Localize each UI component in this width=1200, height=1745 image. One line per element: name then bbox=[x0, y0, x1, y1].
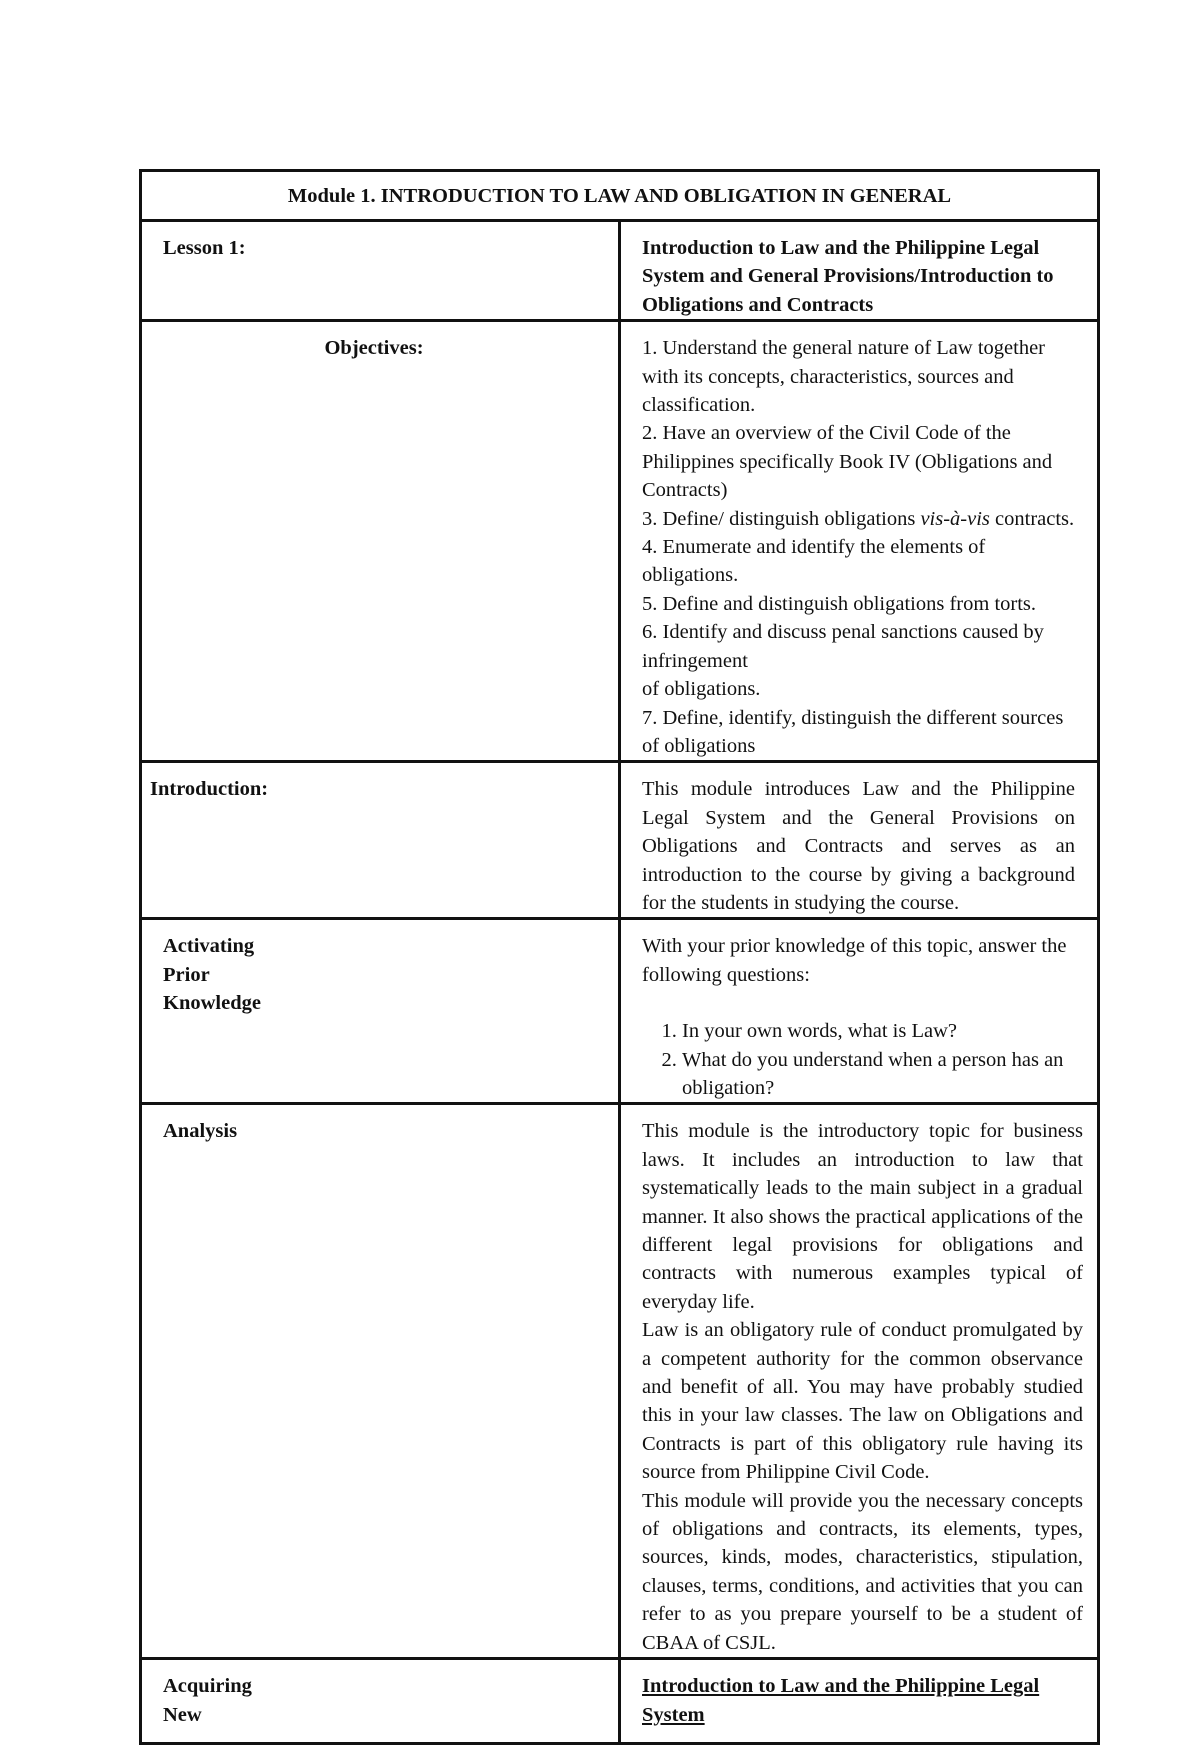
objectives-row bbox=[141, 321, 1099, 762]
lesson-title: Introduction to Law and the Philippine Legal System and General Provisions/Introduction to Obligations and Contracts bbox=[620, 221, 1099, 321]
acquiring-heading: Introduction to Law and the Philippine Legal System bbox=[642, 1675, 1040, 1726]
objective-item: 1. Understand the general nature of Law together with its concepts, characteristics, sources and classification. bbox=[642, 337, 1046, 417]
objective-item: of obligations. bbox=[642, 678, 761, 701]
objective-item: 2. Have an overview of the Civil Code of the Philippines specifically Book IV (Obligations and Contracts) bbox=[642, 422, 1053, 502]
lesson-label: Lesson 1: bbox=[141, 221, 620, 321]
introduction-label: Introduction: bbox=[141, 762, 620, 919]
objective-item: 5. Define and distinguish obligations from torts. bbox=[642, 592, 1037, 615]
analysis-paragraph: This module will provide you the necessary concepts of obligations and contracts, its elements, types, sources, kinds, modes, characteristics, stipulation, clauses, terms, conditions, and activities that you can refer to as you prepare yourself to be a student of CBAA of CSJL. bbox=[642, 1489, 1083, 1654]
introduction-text: This module introduces Law and the Philippine Legal System and the General Provisions on Obligations and Contracts and serves as an introduction to the course by giving a background for the students in studying the course. bbox=[642, 778, 1075, 914]
objective-text: contracts. bbox=[989, 507, 1075, 530]
module-header-row bbox=[141, 171, 1099, 221]
analysis-paragraph: Law is an obligatory rule of conduct promulgated by a competent authority for the common observance and benefit of all. You may have probably studied this in your law classes. The law on Obligations and Contracts is part of this obligatory rule having its source from Philippine Civil Code. bbox=[642, 1319, 1083, 1484]
objective-item: 7. Define, identify, distinguish the different sources of obligations bbox=[642, 706, 1064, 757]
activating-prompt: With your prior knowledge of this topic, answer the following questions: bbox=[642, 935, 1067, 986]
objective-item: 6. Identify and discuss penal sanctions caused by infringement bbox=[642, 621, 1044, 672]
activating-label bbox=[141, 919, 620, 1104]
lesson-row bbox=[141, 221, 1099, 321]
module-title: Module 1. INTRODUCTION TO LAW AND OBLIGATION IN GENERAL bbox=[141, 171, 1099, 221]
acquiring-row bbox=[141, 1659, 1099, 1744]
label-line: Knowledge bbox=[163, 992, 261, 1015]
objective-italic: vis-à-vis bbox=[920, 507, 990, 530]
introduction-row bbox=[141, 762, 1099, 919]
label-line: Activating bbox=[163, 935, 255, 958]
objective-text: 3. Define/ distinguish obligations bbox=[642, 507, 921, 530]
question-item: 2. What do you understand when a person has an obligation? bbox=[682, 1046, 1077, 1103]
analysis-label: Analysis bbox=[141, 1104, 620, 1659]
objectives-list bbox=[620, 321, 1099, 762]
label-line: New bbox=[163, 1703, 202, 1726]
analysis-row bbox=[141, 1104, 1099, 1659]
acquiring-label bbox=[141, 1659, 620, 1744]
objective-item: 4. Enumerate and identify the elements of obligations. bbox=[642, 536, 986, 587]
analysis-paragraph: This module is the introductory topic for business laws. It includes an introduction to law that systematically leads to the main subject in a gradual manner. It also shows the practical applications of the different legal provisions for obligations and contracts with numerous examples typical of everyday life. bbox=[642, 1120, 1083, 1313]
module-table bbox=[139, 169, 1100, 1745]
objective-item bbox=[642, 505, 1077, 533]
label-line: Acquiring bbox=[163, 1675, 252, 1698]
question-item: 1. In your own words, what is Law? bbox=[682, 1017, 1077, 1045]
activating-row bbox=[141, 919, 1099, 1104]
label-line: Prior bbox=[163, 963, 210, 986]
questions-list bbox=[642, 1017, 1077, 1102]
objectives-label: Objectives: bbox=[141, 321, 620, 762]
